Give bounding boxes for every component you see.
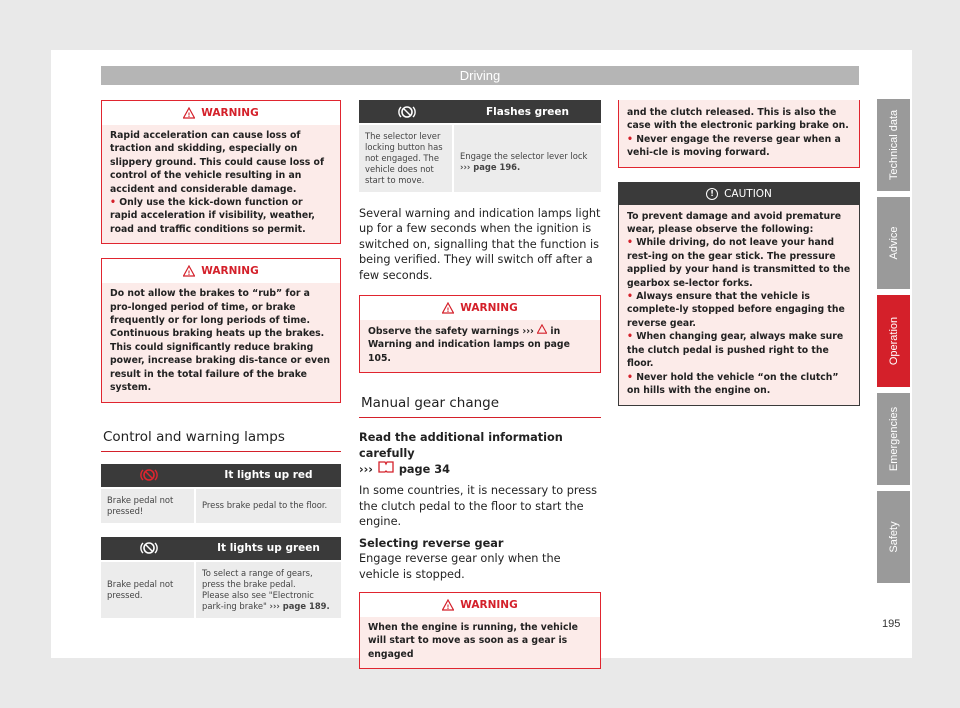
tab-emergencies[interactable]: Emergencies <box>877 393 910 485</box>
lamp-action: To select a range of gears, press the brake pedal. <box>202 567 313 589</box>
lamp-condition: Brake pedal not pressed. <box>101 562 196 618</box>
tab-advice[interactable]: Advice <box>877 197 910 289</box>
lamp-condition: Brake pedal not pressed! <box>101 489 196 523</box>
warning-triangle-icon <box>537 324 547 334</box>
caution-box <box>618 182 860 407</box>
lamp-label: It lights up green <box>217 542 320 554</box>
svg-text:!: ! <box>187 270 191 278</box>
bullet-icon: • <box>627 133 637 145</box>
column-right <box>618 100 860 406</box>
warning-box-acceleration <box>101 100 341 244</box>
bullet-icon: • <box>627 331 637 343</box>
column-left <box>101 100 341 632</box>
caution-icon: ! <box>706 188 718 200</box>
lamp-label: It lights up red <box>224 469 313 481</box>
tab-operation[interactable]: Operation <box>877 295 910 387</box>
read-more-text: Read the additional information carefully <box>359 431 563 460</box>
bullet-icon: • <box>110 197 120 209</box>
caution-item: Never hold the vehicle “on the clutch” on hills with the engine on. <box>627 371 839 396</box>
warning-title: WARNING <box>460 302 518 315</box>
paragraph-clutch: In some countries, it is necessary to press the clutch pedal to the floor to start the engine. <box>359 484 597 529</box>
section-heading-control-lamps: Control and warning lamps <box>101 429 341 452</box>
warning-text: and the clutch released. This is also the case with the electronic parking brake on. <box>627 107 849 132</box>
brake-lamp-red-icon <box>140 468 158 482</box>
caution-item: When changing gear, always make sure the clutch pedal is pushed right to the floor. <box>627 331 844 370</box>
tab-technical-data[interactable]: Technical data <box>877 99 910 191</box>
section-heading-manual-gear: Manual gear change <box>359 395 601 418</box>
warning-title: WARNING <box>460 598 518 611</box>
paragraph-reverse: Engage reverse gear only when the vehicle is stopped. <box>359 552 561 581</box>
lamp-table-green <box>101 537 341 618</box>
warning-text: Do not allow the brakes to “rub” for a pro-longed period of time, or brake frequently or for long periods of time. Continuous braking heats up the brakes. This could significantly reduce braking power, increase braking dis-tance or even result in the total failure of the brake system. <box>110 288 330 394</box>
warning-title: WARNING <box>201 265 259 278</box>
lamp-action-note: Please also see "Electronic park-ing brake" <box>202 589 314 611</box>
caution-title: CAUTION <box>724 187 772 200</box>
warning-triangle-icon <box>442 599 454 611</box>
svg-text:!: ! <box>187 111 191 119</box>
bullet-icon: • <box>627 291 637 303</box>
warning-text: Rapid acceleration can cause loss of traction and skidding, especially on slippery ground. This could cause loss of control of the vehicle resulting in an accident and considerable damage. <box>110 130 324 195</box>
paragraph-lamps: Several warning and indication lamps light up for a few seconds when the ignition is switched on, signalling that the function is being verified. They will switch off after a few seconds. <box>359 207 601 282</box>
brake-lamp-green-icon <box>140 541 158 555</box>
caution-intro: To prevent damage and avoid premature wear, please observe the following: <box>627 210 842 236</box>
lamp-action: Press brake pedal to the floor. <box>202 500 328 510</box>
warning-box-brakes <box>101 258 341 402</box>
lamp-action: Engage the selector lever lock <box>460 151 588 161</box>
page-link[interactable]: ››› page 189. <box>269 600 330 611</box>
lamp-label: Flashes green <box>485 105 570 118</box>
warning-triangle-icon <box>442 302 454 314</box>
warning-text: Observe the safety warnings ››› <box>368 326 534 338</box>
bullet-icon: • <box>627 371 637 383</box>
page-link[interactable]: page 34 <box>394 463 450 477</box>
subheading-reverse: Selecting reverse gear <box>359 536 504 550</box>
warning-triangle-icon <box>183 107 195 119</box>
svg-text:!: ! <box>446 603 450 611</box>
caution-item: Always ensure that the vehicle is complete-ly stopped before engaging the reverse gear. <box>627 291 845 329</box>
read-more-arrows: ››› <box>359 463 377 477</box>
warning-box-safety <box>359 295 601 373</box>
warning-bullet-text: Only use the kick-down function or rapid acceleration if visibility, weather, road and traffic conditions so permit. <box>110 197 315 235</box>
warning-box-continued <box>618 100 860 168</box>
warning-box-engine <box>359 592 601 669</box>
brake-lamp-green-icon <box>398 105 416 119</box>
warning-triangle-icon <box>183 265 195 277</box>
warning-link[interactable]: in Warning and indication lamps on page 105. <box>368 326 570 364</box>
caution-item: While driving, do not leave your hand rest-ing on the gear stick. The pressure applied by your hand is transmitted to the gearbox se-lector forks. <box>627 237 851 289</box>
lamp-table-flash <box>359 100 601 192</box>
book-icon <box>377 461 395 473</box>
svg-text:!: ! <box>446 306 450 314</box>
lamp-condition: The selector lever locking button has not engaged. The vehicle does not start to move. <box>359 125 454 192</box>
page-header: Driving <box>101 66 859 85</box>
page-number: 195 <box>882 618 901 630</box>
bullet-icon: • <box>627 237 637 249</box>
warning-text: When the engine is running, the vehicle will start to move as soon as a gear is engaged <box>368 621 578 660</box>
tab-safety[interactable]: Safety <box>877 491 910 583</box>
lamp-table-red <box>101 464 341 523</box>
column-middle <box>359 100 601 683</box>
warning-bullet-text: Never engage the reverse gear when a vehi-cle is moving forward. <box>627 133 841 159</box>
warning-title: WARNING <box>201 107 259 119</box>
page-link[interactable]: ››› page 196. <box>460 162 521 172</box>
